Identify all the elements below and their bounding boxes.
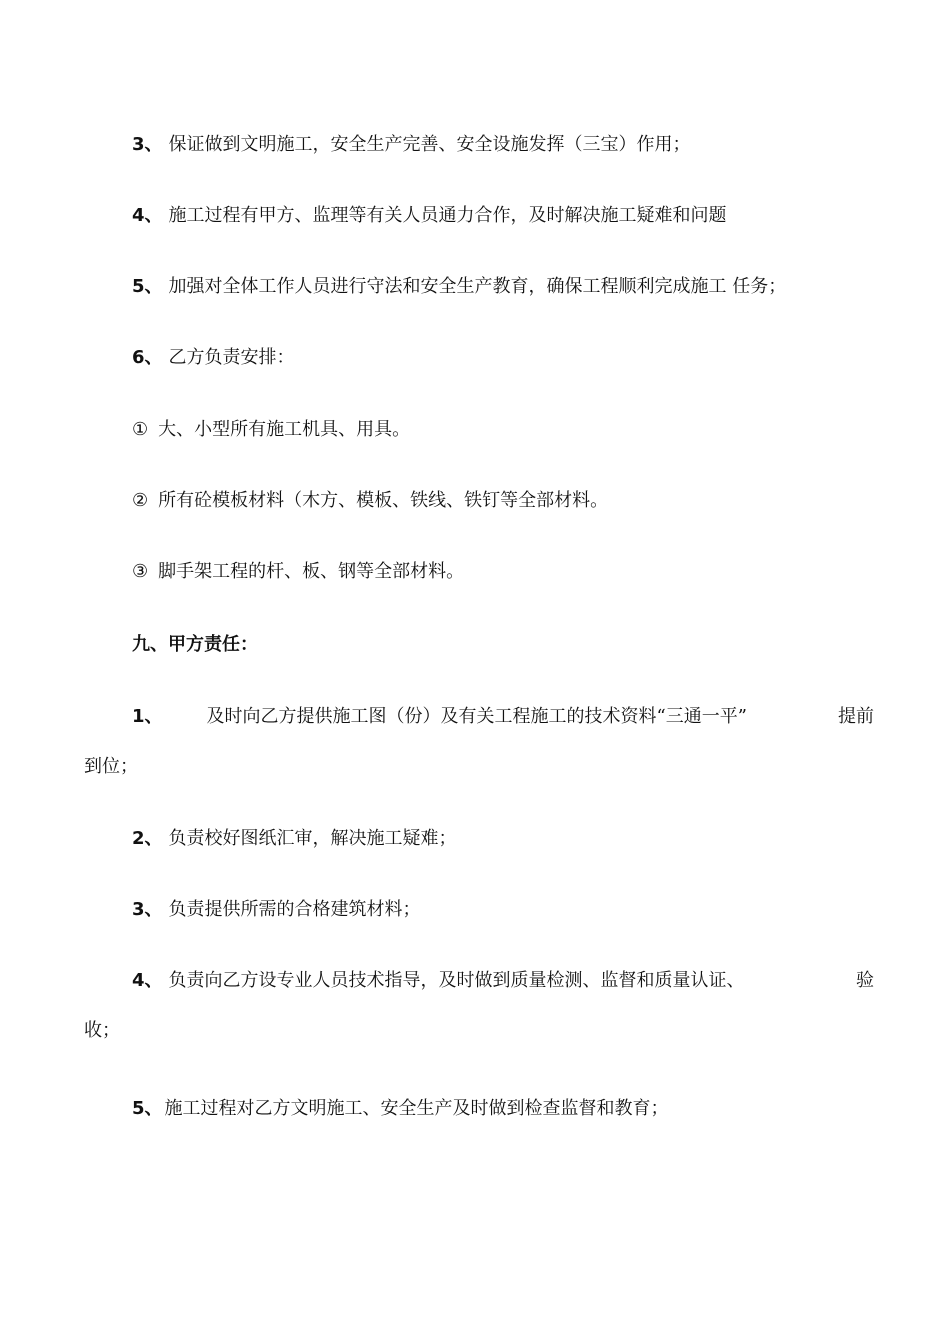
item-continuation: 收； [84, 1020, 120, 1041]
item-number: ① [132, 419, 149, 440]
item-number: 3、 [132, 134, 163, 155]
list-item [132, 204, 727, 228]
item-text: 乙方负责安排： [168, 347, 295, 368]
item-number: 3、 [132, 899, 163, 920]
list-item [132, 489, 608, 513]
item-number: 5、 [132, 1098, 163, 1119]
item-text: 负责校好图纸汇审，解决施工疑难； [168, 828, 457, 849]
list-item [132, 969, 874, 993]
item-number: 4、 [132, 970, 163, 991]
item-number: ③ [132, 561, 149, 582]
item-number: ② [132, 490, 149, 511]
item-continuation: 到位； [84, 756, 138, 777]
item-body [132, 969, 745, 993]
item-text: 负责向乙方设专业人员技术指导，及时做到质量检测、监督和质量认证、 [168, 970, 745, 991]
item-text: 负责提供所需的合格建筑材料； [168, 899, 421, 920]
item-text: 施工过程对乙方文明施工、安全生产及时做到检查监督和教育； [164, 1098, 669, 1119]
section-heading: 九、甲方责任： [132, 634, 258, 655]
item-number: 2、 [132, 828, 163, 849]
item-number: 4、 [132, 205, 163, 226]
list-item [132, 346, 295, 370]
list-item [132, 1097, 669, 1121]
item-text: 大、小型所有施工机具、用具。 [158, 419, 411, 440]
item-text: 及时向乙方提供施工图（份）及有关工程施工的技术资料“三通一平” [206, 706, 747, 727]
item-text: 施工过程有甲方、监理等有关人员通力合作，及时解决施工疑难和问题 [168, 205, 727, 226]
item-number: 5、 [132, 276, 163, 297]
item-body [132, 705, 747, 729]
item-number: 1、 [132, 706, 163, 727]
item-number: 6、 [132, 347, 163, 368]
list-item [132, 418, 410, 442]
list-item [132, 560, 464, 584]
list-item [132, 133, 691, 157]
item-text: 加强对全体工作人员进行守法和安全生产教育，确保工程顺利完成施工 任务； [168, 276, 787, 297]
item-text: 脚手架工程的杆、板、钢等全部材料。 [158, 561, 465, 582]
item-text: 所有砼模板材料（木方、模板、铁线、铁钉等全部材料。 [158, 490, 609, 511]
item-text: 保证做到文明施工，安全生产完善、安全设施发挥（三宝）作用； [168, 134, 691, 155]
item-text-tail: 提前 [838, 706, 874, 727]
list-item [132, 275, 786, 299]
list-item [132, 827, 457, 851]
list-item [132, 898, 421, 922]
item-text-tail: 验 [856, 970, 874, 991]
list-item [132, 705, 874, 729]
